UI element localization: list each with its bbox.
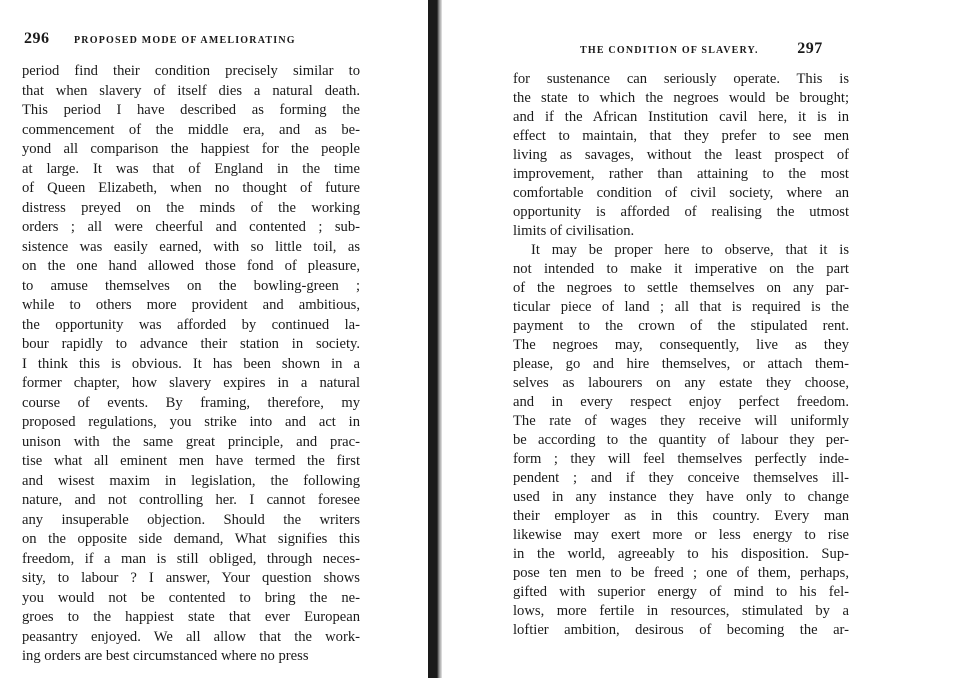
text-line: on the opposite side demand, What signifies this [22,531,360,547]
text-line: form ; they will feel themselves perfectly inde- [513,451,849,467]
text-line: proposed regulations, you strike into and act in [22,414,360,430]
text-line: in the world, agreeably to his disposition. Sup- [513,546,849,562]
text-line: used in any instance they have only to change [513,489,849,505]
text-line: pose ten men to be freed ; one of them, perhaps, [513,565,849,581]
text-line: living as savages, without the least prospect of [513,147,849,163]
text-line: you would not be contented to bring the ne- [22,589,360,606]
text-line: nature, and not controlling her. I cannot foresee [22,492,360,508]
right-running-title: THE CONDITION OF SLAVERY. [580,45,759,56]
text-line: period find their condition precisely similar to [22,63,360,79]
text-line: The rate of wages they receive will uniformly [513,413,849,429]
text-line: sity, to labour ? I answer, Your question shows [22,570,360,586]
text-line: that when slavery of itself dies a natural death. [22,82,360,99]
text-line: The negroes may, consequently, live as they [513,337,849,353]
text-line: selves as labourers on any estate they choose, [513,375,849,391]
text-line: This period I have described as forming the [22,102,360,118]
text-line: lows, more fertile in resources, stimulated by a [513,603,849,619]
text-line: any insuperable objection. Should the writers [22,511,360,528]
text-line: unison with the same great principle, and prac- [22,433,360,450]
left-page-number: 296 [24,30,50,47]
text-line: not intended to make it imperative on the part [513,261,849,277]
text-line: for sustenance can seriously operate. This is [513,71,849,87]
text-line: freedom, if a man is still obliged, through neces- [22,550,360,567]
text-line: pendent ; and if they conceive themselves ill- [513,470,849,486]
text-line: be according to the quantity of labour they per- [513,432,849,448]
text-line: their employer as in this country. Every man [513,508,849,524]
text-line: limits of civilisation. [513,223,635,239]
text-line: distress preyed on the minds of the working [22,199,360,216]
left-running-title: PROPOSED MODE OF AMELIORATING [74,35,296,46]
left-body-text [22,62,360,667]
text-line: former chapter, how slavery expires in a natural [22,375,360,391]
text-line: improvement, rather than attaining to the most [513,166,849,182]
text-line: likewise may exert more or less energy to rise [513,527,849,543]
text-line: commencement of the middle era, and as be- [22,121,360,138]
text-line: and in every respect enjoy perfect freedom. [513,394,849,410]
text-line: of Queen Elizabeth, when no thought of future [22,180,360,196]
text-line: yond all comparison the happiest for the people [22,141,360,157]
text-line: comfortable condition of civil society, where an [513,185,849,201]
text-line: bour rapidly to advance their station in society. [22,336,360,352]
book-gutter [428,0,442,678]
text-line: sistence was easily earned, with so little toil, as [22,238,360,255]
text-line: effect to maintain, that they prefer to see men [513,128,849,144]
text-line: I think this is obvious. It has been shown in a [22,355,360,372]
text-line: course of events. By framing, therefore, my [22,394,360,411]
text-line: while to others more provident and ambitious, [22,297,360,313]
right-page-number: 297 [797,40,823,57]
right-running-head [580,40,950,58]
right-body-text [513,70,849,640]
text-line: the opportunity was afforded by continued la- [22,316,360,333]
text-line: gifted with superior energy of mind to his fel- [513,584,849,600]
text-line: tise what all eminent men have termed the first [22,453,360,469]
text-line: the state to which the negroes would be brought; [513,90,849,106]
text-line: of the negroes to settle themselves on any par- [513,280,849,296]
text-line: and if the African Institution cavil here, it is in [513,109,849,125]
text-line: loftier ambition, desirous of becoming the ar- [513,622,849,638]
text-line: opportunity is afforded of realising the utmost [513,204,849,220]
left-page [0,0,428,678]
text-line: ticular piece of land ; all that is required is the [513,299,849,315]
left-running-head [24,30,364,48]
text-line: orders ; all were cheerful and contented ; sub- [22,219,360,235]
text-line: on the one hand allowed those fond of pleasure, [22,258,360,274]
text-line: please, go and hire themselves, or attach them- [513,356,849,372]
text-line: and wisest maxim in legislation, the following [22,472,360,489]
text-line: peasantry enjoyed. We all allow that the work- [22,628,360,645]
text-line: at large. It was that of England in the time [22,160,360,177]
text-line: payment to the crown of the stipulated rent. [513,318,849,334]
text-line: groes to the happiest state that ever European [22,609,360,625]
text-line: ing orders are best circumstanced where no press [22,648,309,664]
text-line: to amuse themselves on the bowling-green ; [22,277,360,294]
text-line: It may be proper here to observe, that it is [531,242,849,258]
